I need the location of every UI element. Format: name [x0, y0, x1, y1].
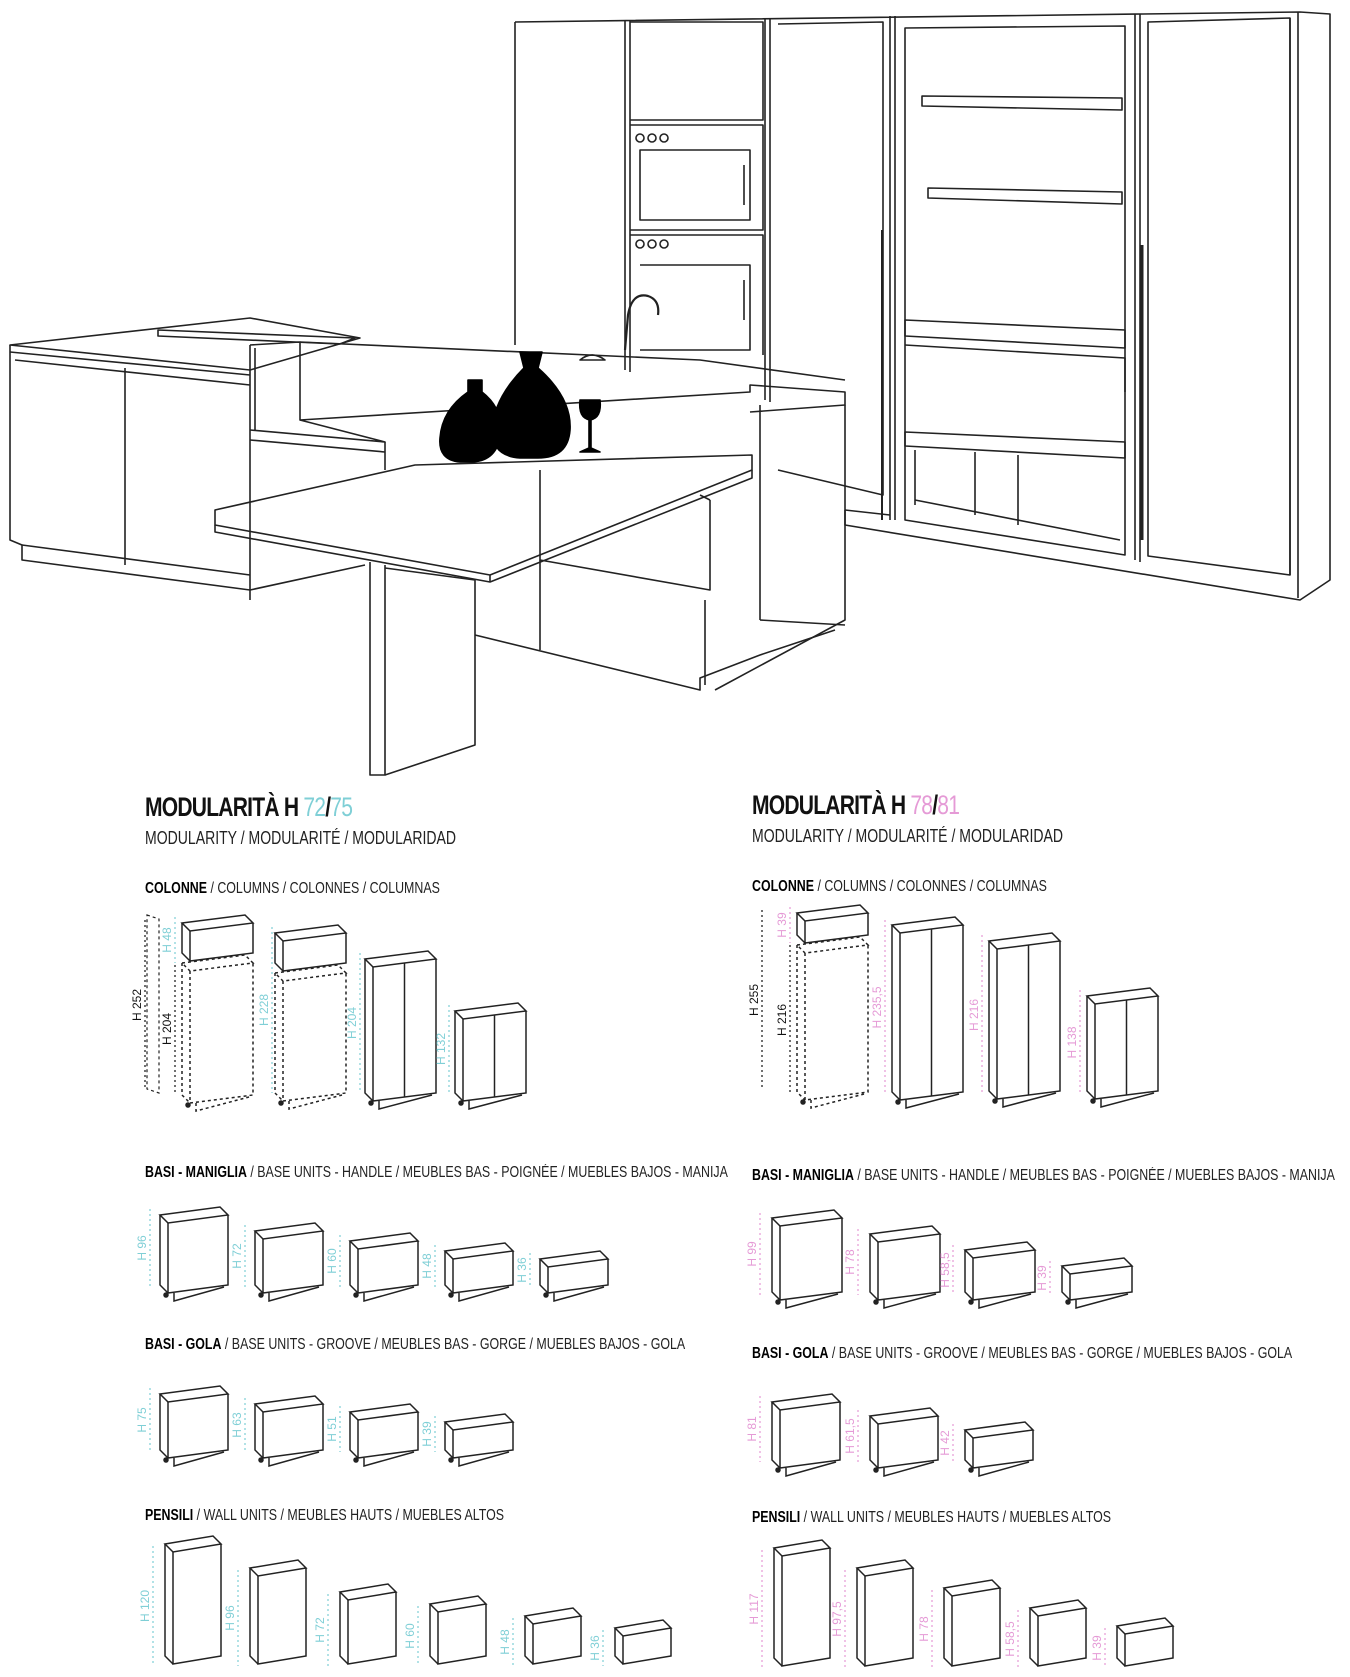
- column-body-dashed: [797, 937, 868, 1108]
- section-rest: / COLUMNS / COLONNES / COLUMNAS: [814, 878, 1047, 895]
- dimension-label: H 99: [745, 1241, 759, 1267]
- title-separator: /: [325, 792, 331, 822]
- wall-unit: [944, 1580, 1000, 1666]
- dimension-h204: H 204: [345, 1006, 359, 1040]
- cabinet-left-edge: [340, 1592, 348, 1664]
- base-handle-unit: [255, 1223, 323, 1301]
- cabinet-left-edge: [1087, 996, 1095, 1099]
- cabinet-top: [365, 951, 436, 967]
- section-rest: / COLUMNS / COLONNES / COLUMNAS: [207, 880, 440, 897]
- cabinet-foot: [164, 1458, 168, 1462]
- cabinet-top: [944, 1580, 1000, 1596]
- cabinet-left-edge: [165, 1544, 173, 1664]
- wall-units-right: [747, 1542, 1332, 1677]
- cabinet-foot: [354, 1293, 358, 1297]
- dimension-label: H 58,5: [938, 1252, 952, 1288]
- cabinet-top: [350, 1233, 418, 1249]
- cabinet-top: [350, 1404, 418, 1420]
- base-groove-unit: [160, 1386, 228, 1466]
- dimension-h255: H 255: [747, 983, 761, 1017]
- cabinet-foot: [776, 1468, 780, 1472]
- cabinet-foot: [164, 1293, 168, 1297]
- section-bold: BASI - GOLA: [752, 1345, 829, 1362]
- cabinet-left-edge: [365, 959, 373, 1101]
- cabinet-top: [772, 1210, 842, 1226]
- cabinet-foot: [449, 1458, 453, 1462]
- dimension-h138: H 138: [1065, 1026, 1079, 1059]
- cabinet-left-edge: [989, 941, 997, 1099]
- cabinet-top: [445, 1243, 513, 1259]
- wall-unit: [1117, 1618, 1173, 1666]
- section-title-wall-units: [145, 1507, 504, 1525]
- base-groove-unit: [870, 1408, 938, 1476]
- wall-units-left: [138, 1540, 725, 1675]
- dimension-label: H 39: [420, 1421, 434, 1447]
- cabinet-front: [780, 1402, 840, 1468]
- cabinet-front: [263, 1404, 323, 1458]
- height-81: 81: [937, 790, 960, 820]
- cabinet-foot: [1091, 1099, 1095, 1103]
- height-78: 78: [910, 790, 933, 820]
- cabinet-left-edge: [160, 1215, 168, 1293]
- columns-units-left: [130, 915, 725, 1135]
- dimension-label: H 39: [1035, 1265, 1049, 1291]
- cabinet-left-edge: [857, 1568, 865, 1666]
- base-handle-unit: [445, 1243, 513, 1301]
- section-rest: / WALL UNITS / MEUBLES HAUTS / MUEBLES ALTOS: [193, 1507, 505, 1524]
- cabinet-top: [892, 917, 963, 933]
- cabinet-left-edge: [160, 1394, 168, 1458]
- dimension-h235-5: H 235,5: [870, 986, 884, 1029]
- dimension-label: H 36: [515, 1257, 529, 1283]
- cabinet-front: [782, 1548, 830, 1666]
- wall-unit: [340, 1584, 396, 1664]
- cabinet-left-edge: [965, 1430, 973, 1468]
- dimension-h39: H 39: [775, 912, 789, 938]
- cabinet-foot: [776, 1300, 780, 1304]
- section-rest: / BASE UNITS - GROOVE / MEUBLES BAS - GORGE / MUEBLES BAJOS - GOLA: [221, 1336, 686, 1353]
- dimension-label: H 60: [325, 1248, 339, 1274]
- modularity-subtitle-left: MODULARITY / MODULARITÉ / MODULARIDAD: [145, 828, 457, 848]
- title-prefix: MODULARITÀ H: [752, 790, 911, 820]
- cabinet-top: [1087, 988, 1158, 1004]
- cabinet-foot: [259, 1293, 263, 1297]
- cabinet-front: [358, 1241, 418, 1293]
- cabinet-left-edge: [772, 1218, 780, 1300]
- dimension-label: H 63: [230, 1412, 244, 1438]
- cabinet-left-edge: [1062, 1266, 1070, 1300]
- section-rest: / BASE UNITS - HANDLE / MEUBLES BAS - POIGNÉE / MUEBLES BAJOS - MANIJA: [853, 1167, 1335, 1184]
- cabinet-left-edge: [772, 1402, 780, 1468]
- cabinet-left-edge: [540, 1259, 548, 1293]
- height-72: 72: [303, 792, 326, 822]
- base-groove-unit: [255, 1396, 323, 1466]
- dimension-label: H 72: [313, 1617, 327, 1643]
- base-groove-unit: [445, 1414, 513, 1466]
- cabinet-top: [870, 1226, 940, 1242]
- section-bold: BASI - GOLA: [145, 1336, 222, 1353]
- cabinet-top: [255, 1223, 323, 1239]
- cabinet-foot: [896, 1100, 900, 1104]
- cabinet-front: [865, 1568, 913, 1666]
- cabinet-top: [165, 1536, 221, 1552]
- cabinet-top: [255, 1396, 323, 1412]
- cabinet-top: [445, 1414, 513, 1430]
- dimension-h216: H 216: [967, 998, 981, 1032]
- base-handle-unit: [350, 1233, 418, 1301]
- cabinet-top: [1117, 1618, 1173, 1634]
- section-rest: / BASE UNITS - HANDLE / MEUBLES BAS - POIGNÉE / MUEBLES BAJOS - MANIJA: [246, 1164, 728, 1181]
- cabinet-top: [540, 1251, 608, 1267]
- section-title-base-groove: [145, 1336, 685, 1354]
- cabinet-front: [438, 1604, 486, 1664]
- cabinet-foot: [969, 1300, 973, 1304]
- cabinet-foot: [874, 1300, 878, 1304]
- wall-unit: [774, 1540, 830, 1666]
- cabinet-top: [989, 933, 1060, 949]
- section-title-base-handle: [145, 1164, 728, 1182]
- dimension-label: H 48: [498, 1629, 512, 1655]
- column-unit-216: [989, 933, 1060, 1107]
- dimension-label: H 61,5: [843, 1418, 857, 1454]
- cabinet-top: [160, 1207, 228, 1223]
- column-unit-132: [455, 1003, 526, 1109]
- cabinet-left-edge: [870, 1234, 878, 1300]
- cabinet-front: [878, 1416, 938, 1468]
- dimension-label: H 72: [230, 1243, 244, 1269]
- base-handle-unit: [160, 1207, 228, 1301]
- cabinet-top: [615, 1620, 671, 1636]
- cabinet-front: [168, 1215, 228, 1293]
- modularity-title-left: [145, 792, 352, 823]
- dimension-h228: H 228: [257, 993, 271, 1027]
- cabinet-left-edge: [892, 925, 900, 1100]
- dimension-label: H 48: [420, 1253, 434, 1279]
- base-handle-unit: [540, 1251, 608, 1301]
- base-handle-unit: [965, 1242, 1035, 1308]
- wall-unit: [615, 1620, 671, 1664]
- cabinet-front: [168, 1394, 228, 1458]
- cabinet-top: [182, 915, 253, 931]
- cabinet-top: [870, 1408, 938, 1424]
- cabinet-top: [430, 1596, 486, 1612]
- column-unit-138: [1087, 988, 1158, 1107]
- dimension-label: H 78: [917, 1616, 931, 1642]
- base-groove-unit: [350, 1404, 418, 1466]
- base-handle-units-left: [135, 1195, 725, 1305]
- cabinet-left-edge: [182, 923, 190, 961]
- wall-unit: [165, 1536, 221, 1664]
- cabinet-foot: [993, 1099, 997, 1103]
- cabinet-plinth: [811, 1094, 864, 1108]
- section-bold: COLONNE: [145, 880, 207, 897]
- cabinet-front: [805, 945, 868, 1100]
- decanter-silhouettes: [440, 352, 600, 462]
- cabinet-left-edge: [615, 1628, 623, 1664]
- section-bold: PENSILI: [145, 1507, 194, 1524]
- base-groove-units-right: [745, 1380, 1332, 1480]
- cabinet-left-edge: [275, 933, 283, 971]
- section-bold: BASI - MANIGLIA: [145, 1164, 247, 1181]
- cabinet-foot: [369, 1101, 373, 1105]
- base-handle-units-right: [745, 1200, 1332, 1310]
- title-separator: /: [932, 790, 938, 820]
- column-unit-204: [365, 951, 436, 1109]
- section-rest: / WALL UNITS / MEUBLES HAUTS / MUEBLES ALTOS: [800, 1509, 1112, 1526]
- base-groove-unit: [965, 1422, 1033, 1476]
- dimension-h204: H 204: [160, 1012, 174, 1046]
- cabinet-left-edge: [255, 1404, 263, 1458]
- section-title-wall-units: [752, 1509, 1111, 1527]
- wall-unit: [525, 1608, 581, 1664]
- cabinet-left-edge: [250, 1568, 258, 1664]
- base-groove-units-left: [135, 1370, 725, 1470]
- cabinet-foot: [449, 1293, 453, 1297]
- cabinet-left-edge: [445, 1422, 453, 1458]
- cabinet-top: [1030, 1600, 1086, 1616]
- cabinet-left-edge: [430, 1604, 438, 1664]
- dimension-label: H 51: [325, 1416, 339, 1442]
- dimension-label: H 97,5: [830, 1601, 844, 1637]
- cabinet-front: [1125, 1626, 1173, 1666]
- cabinet-front: [190, 963, 253, 1103]
- cabinet-foot: [801, 1100, 805, 1104]
- cabinet-foot: [186, 1103, 190, 1107]
- cabinet-foot: [544, 1293, 548, 1297]
- cabinet-top: [275, 925, 346, 941]
- dimension-label: H 78: [843, 1249, 857, 1275]
- kitchen-illustration: [0, 0, 1350, 780]
- dimension-label: H 58,5: [1003, 1621, 1017, 1657]
- column-top-unit: [275, 925, 346, 971]
- cabinet-left-edge: [774, 1548, 782, 1666]
- cabinet-foot: [259, 1458, 263, 1462]
- dimension-label: H 60: [403, 1623, 417, 1649]
- section-title-columns: [752, 878, 1047, 896]
- cabinet-left-edge: [944, 1588, 952, 1666]
- dimension-label: H 36: [588, 1635, 602, 1661]
- cabinet-foot: [1066, 1300, 1070, 1304]
- cabinet-top: [797, 905, 868, 921]
- modularity-title-right: [752, 790, 959, 821]
- cabinet-front: [173, 1544, 221, 1664]
- title-prefix: MODULARITÀ H: [145, 792, 304, 822]
- dimension-label: H 96: [223, 1605, 237, 1631]
- dimension-label: H 42: [938, 1430, 952, 1456]
- column-body-dashed: [182, 955, 253, 1111]
- cabinet-top: [965, 1422, 1033, 1438]
- dimension-label: H 96: [135, 1235, 149, 1261]
- dimension-h132: H 132: [434, 1032, 448, 1066]
- cabinet-front: [623, 1628, 671, 1664]
- cabinet-left-edge: [275, 973, 283, 1101]
- wall-unit: [250, 1560, 306, 1664]
- modularity-subtitle-right: MODULARITY / MODULARITÉ / MODULARIDAD: [752, 826, 1064, 846]
- columns-units-right: [747, 905, 1332, 1120]
- cabinet-front: [780, 1218, 842, 1300]
- cabinet-top: [965, 1242, 1035, 1258]
- cabinet-front: [878, 1234, 940, 1300]
- cabinet-top: [340, 1584, 396, 1600]
- dimension-label: H 39: [1090, 1635, 1104, 1661]
- cabinet-left-edge: [797, 945, 805, 1100]
- dimension-label: H 75: [135, 1407, 149, 1433]
- section-bold: PENSILI: [752, 1509, 801, 1526]
- cabinet-front: [952, 1588, 1000, 1666]
- section-bold: BASI - MANIGLIA: [752, 1167, 854, 1184]
- cabinet-foot: [459, 1101, 463, 1105]
- cabinet-front: [973, 1430, 1033, 1468]
- tall-unit-wall: [515, 12, 1330, 600]
- dimension-label: H 81: [745, 1416, 759, 1442]
- base-handle-unit: [870, 1226, 940, 1308]
- wall-unit: [857, 1560, 913, 1666]
- wall-unit: [1030, 1600, 1086, 1666]
- column-body-dashed: [275, 965, 346, 1109]
- cabinet-top: [1062, 1258, 1132, 1274]
- column-top-unit: [182, 915, 253, 961]
- dimension-h48: H 48: [160, 927, 174, 953]
- base-groove-unit: [772, 1394, 840, 1476]
- dimension-label: H 117: [747, 1593, 761, 1625]
- cabinet-foot: [969, 1468, 973, 1472]
- section-title-base-groove: [752, 1345, 1292, 1363]
- cabinet-top: [455, 1003, 526, 1019]
- cabinet-left-edge: [455, 1011, 463, 1101]
- cabinet-front: [258, 1568, 306, 1664]
- base-handle-unit: [772, 1210, 842, 1308]
- cabinet-left-edge: [255, 1231, 263, 1293]
- cabinet-front: [453, 1422, 513, 1458]
- column-outline-252: [147, 915, 159, 1093]
- dimension-h252: H 252: [130, 988, 144, 1022]
- dimension-h216: H 216: [775, 1003, 789, 1037]
- cabinet-front: [283, 973, 346, 1101]
- cabinet-foot: [279, 1101, 283, 1105]
- wall-unit: [430, 1596, 486, 1664]
- dimension-label: H 120: [138, 1589, 152, 1623]
- cabinet-top: [772, 1394, 840, 1410]
- cabinet-top: [857, 1560, 913, 1576]
- cabinet-front: [263, 1231, 323, 1293]
- section-title-base-handle: [752, 1167, 1335, 1185]
- base-handle-unit: [1062, 1258, 1132, 1308]
- cabinet-top: [774, 1540, 830, 1556]
- column-unit-235-5: [892, 917, 963, 1108]
- cabinet-foot: [874, 1468, 878, 1472]
- cabinet-front: [348, 1592, 396, 1664]
- section-rest: / BASE UNITS - GROOVE / MEUBLES BAS - GORGE / MUEBLES BAJOS - GOLA: [828, 1345, 1293, 1362]
- section-bold: COLONNE: [752, 878, 814, 895]
- cabinet-top: [160, 1386, 228, 1402]
- cabinet-top: [525, 1608, 581, 1624]
- cabinet-foot: [354, 1458, 358, 1462]
- height-75: 75: [330, 792, 353, 822]
- cabinet-left-edge: [1030, 1608, 1038, 1666]
- cabinet-left-edge: [182, 963, 190, 1103]
- cabinet-front: [1038, 1608, 1086, 1666]
- cabinet-top: [250, 1560, 306, 1576]
- section-title-columns: [145, 880, 440, 898]
